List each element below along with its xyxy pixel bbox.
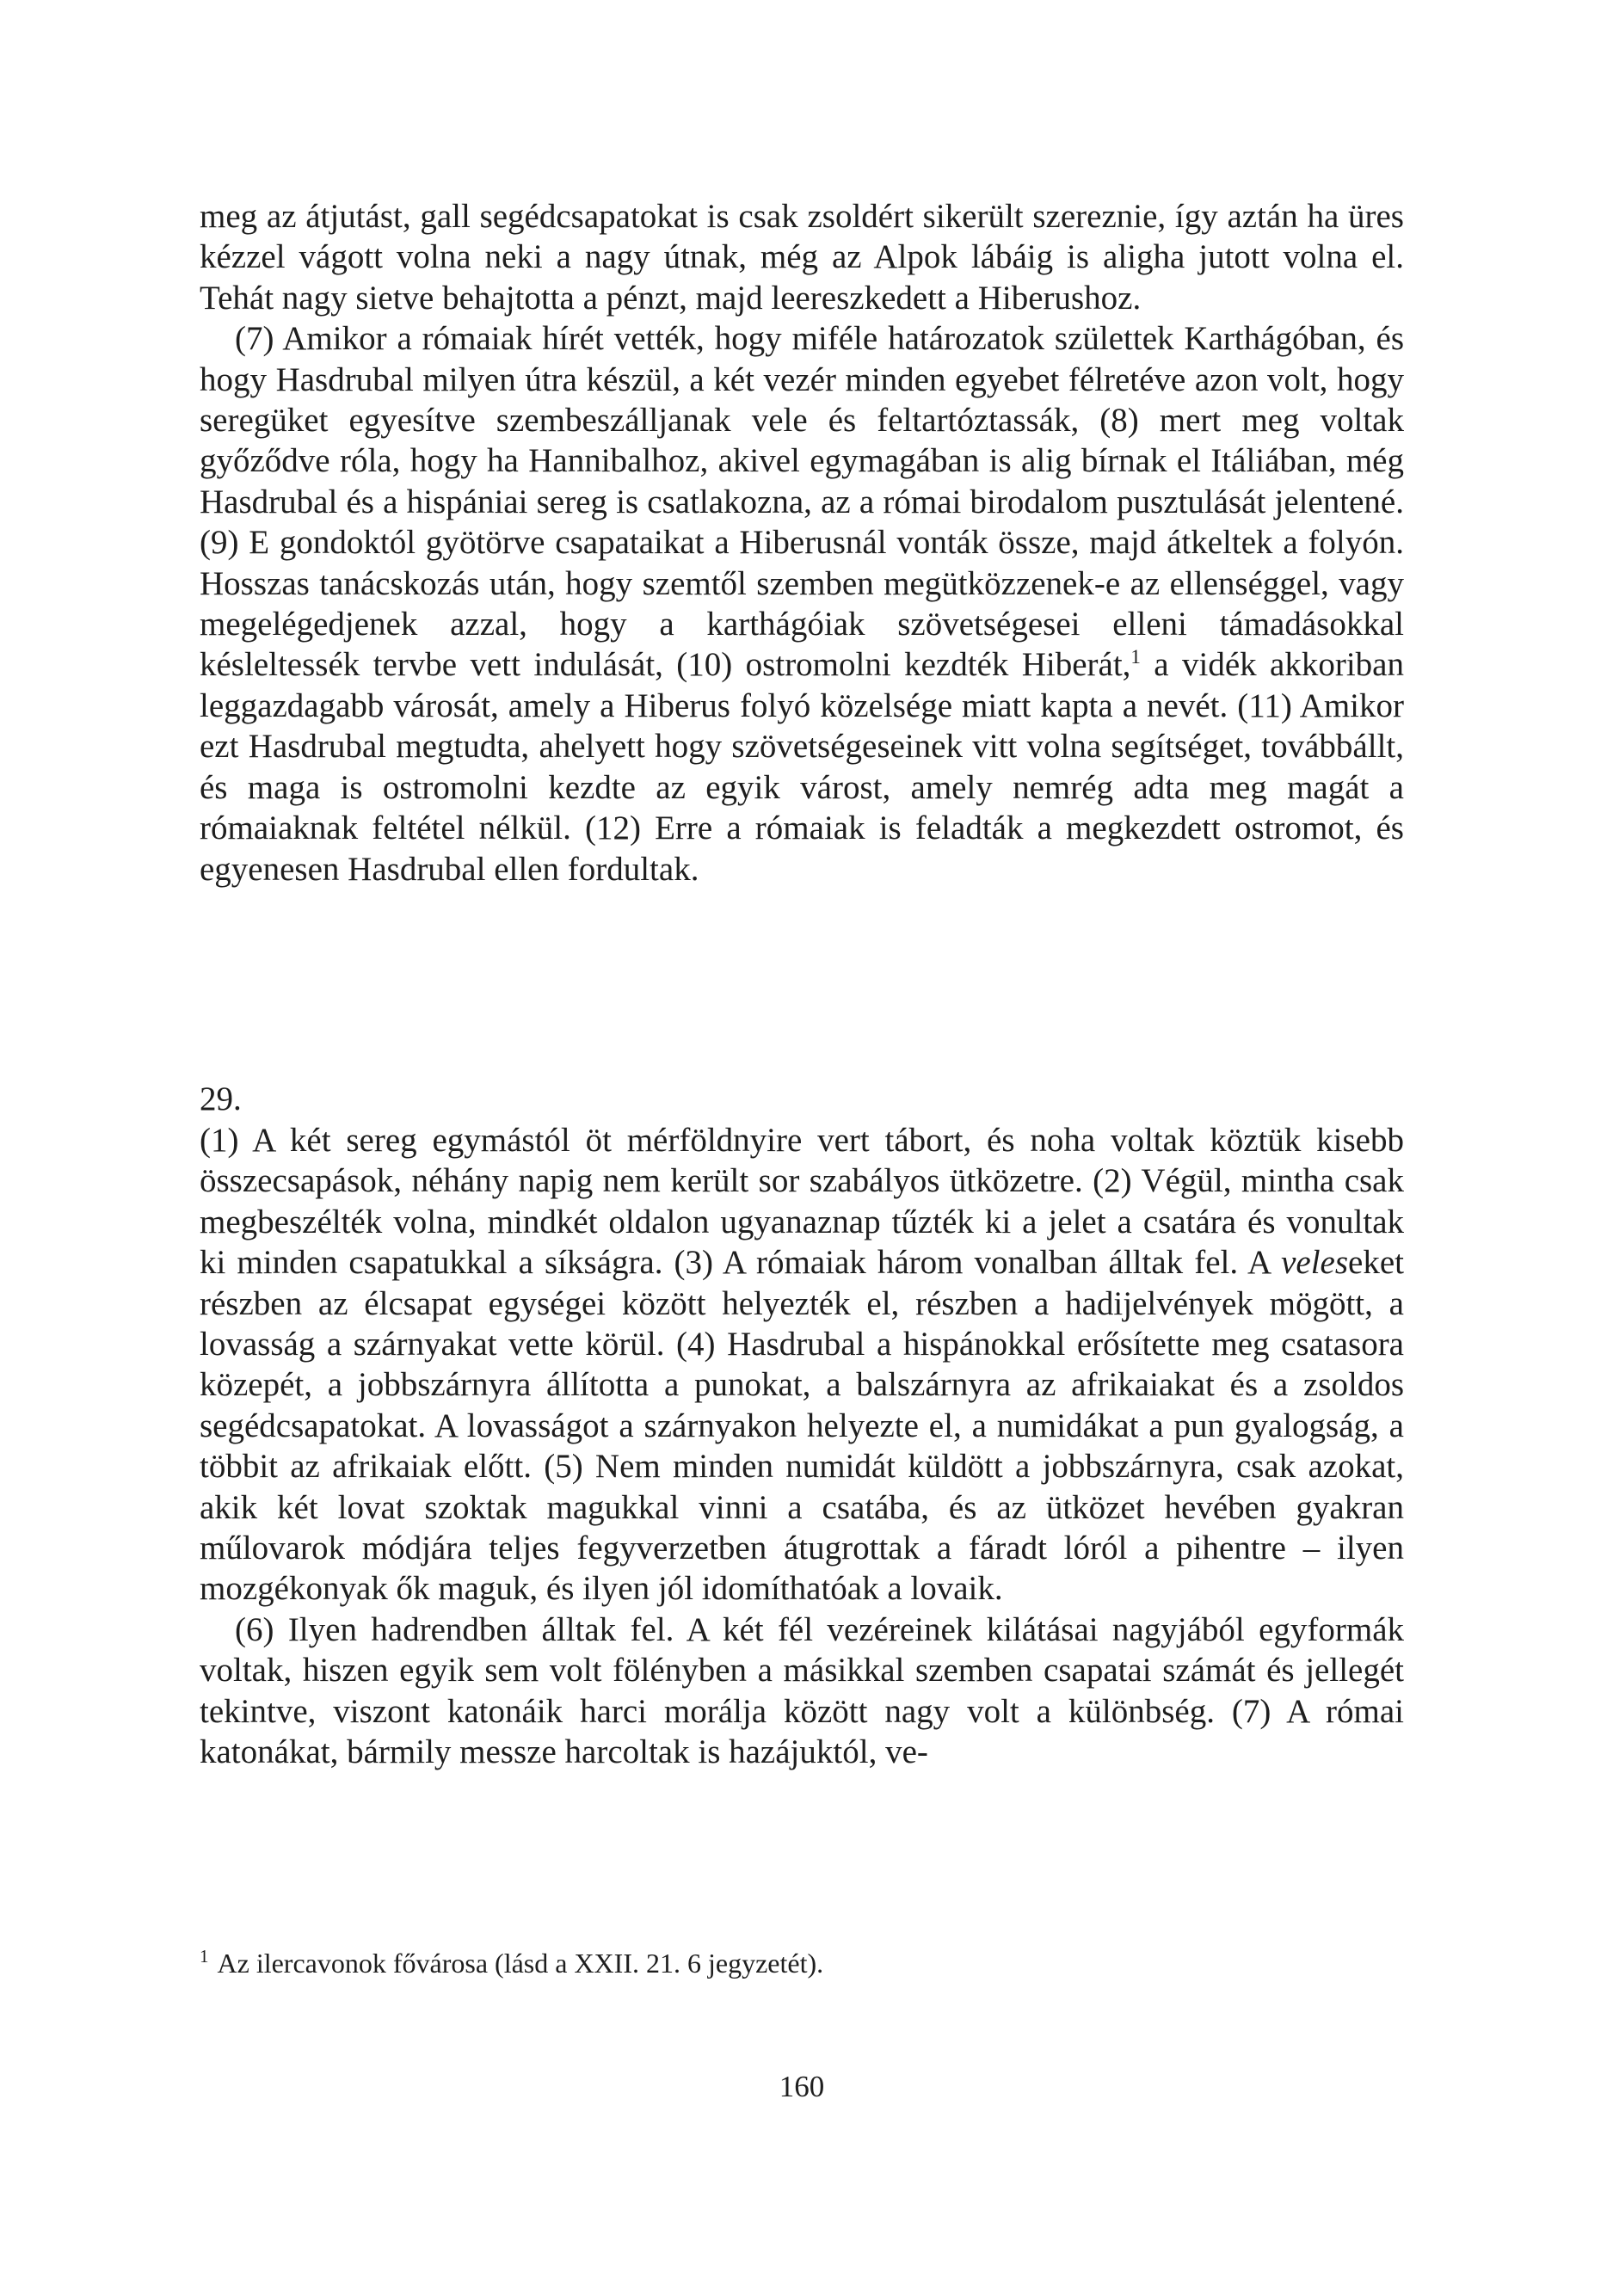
paragraph-29-6: [200, 1610, 1404, 1773]
paragraph-29-1: [200, 1120, 1404, 1610]
text-run: a vidék akkoriban leggazdagabb városát, amely a Hiberus folyó közelsége miatt kapta a nevét. (11) Amikor ezt Hasdrubal megtudta, ahelyett hogy szövetségeseinek vitt volna segítséget, továbbállt, és maga is ostromolni kezdte az egyik várost, amely nemrég adta meg magát a rómaiaknak feltétel nélkül. (12) Erre a rómaiak is feladták a megkezdett ostromot, és egyenesen Hasdrubal ellen fordultak.: [200, 646, 1404, 888]
footnote-text: Az ilercavonok fővárosa (lásd a XXII. 21. 6 jegyzetét).: [217, 1948, 824, 1979]
footnote-ref: 1: [1130, 646, 1141, 668]
footnote-mark: 1: [200, 1946, 209, 1967]
text-run: eket részben az élcsapat egységei között helyezték el, részben a hadijelvények mögött, a lovasság a szárnyakat vette körül. (4) Hasdrubal a hispánokkal erősítette meg csatasora közepét, a jobbszárnyra állította a punokat, a balszárnyra az afrikaiakat és a zsoldos segédcsapatokat. A lovasságot a szárnyakon helyezte el, a numidákat a pun gyalogság, a többit az afrikaiak előtt. (5) Nem minden numidát küldött a jobbszárnyra, csak azokat, akik két lovat szoktak magukkal vinni a csatába, és az ütközet hevében gyakran műlovarok módjára teljes fegyverzetben átugrottak a fáradt lóról a pihentre – ilyen mozgékonyak ők maguk, és ilyen jól idomíthatóak a lovaik.: [200, 1244, 1404, 1608]
text-run: meg az átjutást, gall segédcsapatokat is csak zsoldért sikerült szereznie, így aztán ha üres kézzel vágott volna neki a nagy útnak, még az Alpok lábáig is aligha jutott volna el. Tehát nagy sietve behajtotta a pénzt, majd leereszkedett a Hiberushoz.: [200, 198, 1404, 317]
text-run: (7) Amikor a rómaiak hírét vették, hogy miféle határozatok születtek Karthágóban, és hogy Hasdrubal milyen útra készül, a két vezér minden egyebet félretéve azon volt, hogy seregüket egyesítve szembeszálljanak vele és feltartóztassák, (8) mert meg voltak győződve róla, hogy ha Hannibalhoz, akivel egymagában is alig bírnak el Itáliában, még Hasdrubal és a hispániai sereg is csatlakozna, az a római birodalom pusztulását jelentené. (9) E gondoktól gyötörve csapataikat a Hiberusnál vonták össze, majd átkeltek a folyón. Hosszas tanácskozás után, hogy szemtől szemben megütközzenek-e az ellenséggel, vagy megelégedjenek azzal, hogy a karthágóiak szövetségesei elleni támadásokkal késleltessék tervbe vett indulását, (10) ostromolni kezdték Hiberát,: [200, 320, 1404, 684]
text-block-bottom: [200, 1120, 1404, 1773]
text-run: (6) Ilyen hadrendben álltak fel. A két fél vezéreinek kilátásai nagyjából egyformák voltak, hiszen egyik sem volt fölényben a másikkal szemben csapatai számát és jellegét tekintve, viszont katonáik harci morálja között nagy volt a különbség. (7) A római katonákat, bármily messze harcoltak is hazájuktól, ve-: [200, 1610, 1404, 1771]
text-run: (1) A két sereg egymástól öt mérföldnyire vert tábort, és noha voltak köztük kisebb összecsapások, néhány napig nem került sor szabályos ütközetre. (2) Végül, mintha csak megbeszélték volna, mindkét oldalon ugyanaznap tűzték ki a jelet a csatára és vonultak ki minden csapatukkal a síkságra. (3) A rómaiak három vonalban álltak fel. A: [200, 1122, 1404, 1282]
book-page: [200, 0, 1404, 2296]
paragraph-7: [200, 318, 1404, 889]
text-block-top: [200, 196, 1404, 889]
italic-term: veles: [1281, 1244, 1349, 1282]
chapter-heading: 29.: [200, 1080, 242, 1117]
page-number: 160: [779, 2070, 825, 2103]
paragraph-continuation: [200, 196, 1404, 318]
footnote: [200, 1946, 1404, 1980]
